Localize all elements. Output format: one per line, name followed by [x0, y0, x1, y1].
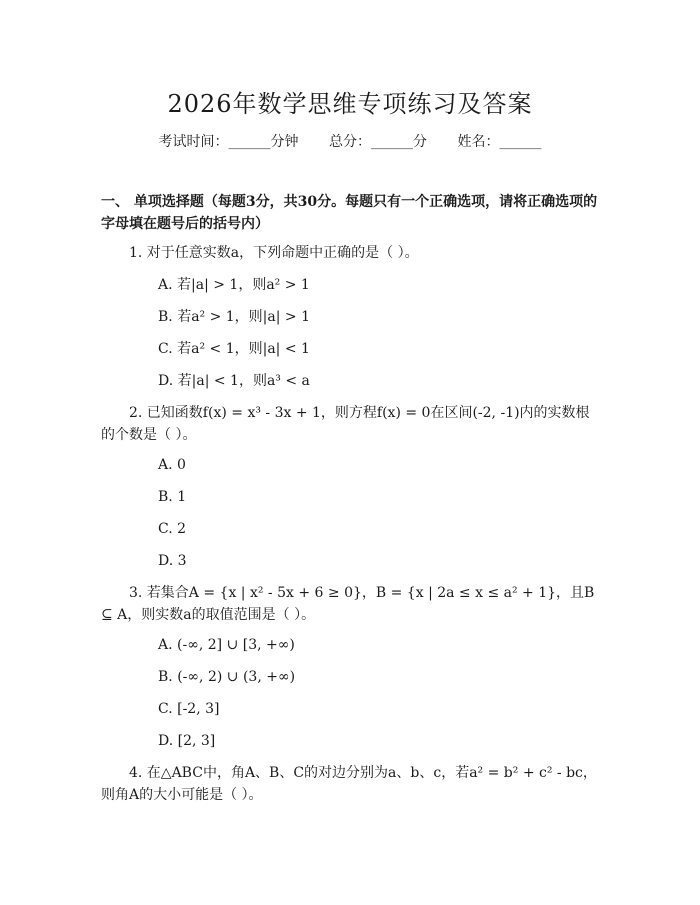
- exam-time-field: 考试时间：______分钟: [158, 134, 299, 150]
- student-name-field: 姓名：______: [457, 134, 542, 150]
- question-2-option-b: B. 1: [158, 489, 187, 505]
- section-heading: 一、 单项选择题（每题3分，共30分。每题只有一个正确选项，请将正确选项的字母填在题号后的括号内）: [101, 194, 598, 232]
- question-2-option-c: C. 2: [158, 521, 187, 537]
- question-1-option-a: A. 若|a| > 1，则a² > 1: [158, 277, 310, 293]
- question-2-option-d: D. 3: [158, 553, 187, 569]
- exam-info-line: [0, 131, 700, 151]
- question-3-stem: 3. 若集合A = {x | x² - 5x + 6 ≥ 0}，B = {x | 2a ≤ x ≤ a² + 1}，且B ⊆ A，则实数a的取值范围是（ ）。: [101, 585, 595, 623]
- question-3-option-c: C. [-2, 3]: [158, 701, 220, 717]
- question-1-stem: 1. 对于任意实数a，下列命题中正确的是（ ）。: [129, 245, 419, 261]
- total-score-field: 总分：______分: [329, 134, 427, 150]
- question-3-option-b: B. (-∞, 2) ∪ (3, +∞): [158, 669, 296, 685]
- question-4-stem: 4. 在△ABC中，角A、B、C的对边分别为a、b、c，若a² = b² + c² - bc，则角A的大小可能是（ ）。: [101, 765, 597, 803]
- question-3-option-a: A. (-∞, 2] ∪ [3, +∞): [158, 637, 295, 653]
- question-1-option-b: B. 若a² > 1，则|a| > 1: [158, 309, 311, 325]
- question-2-stem: 2. 已知函数f(x) = x³ - 3x + 1，则方程f(x) = 0在区间(-2, -1)内的实数根的个数是（ ）。: [101, 405, 590, 443]
- question-1-option-d: D. 若|a| < 1，则a³ < a: [158, 373, 310, 389]
- page-title: 2026年数学思维专项练习及答案: [167, 90, 533, 118]
- question-3-option-d: D. [2, 3]: [158, 733, 216, 749]
- question-2-option-a: A. 0: [158, 457, 186, 473]
- question-1-option-c: C. 若a² < 1，则|a| < 1: [158, 341, 310, 357]
